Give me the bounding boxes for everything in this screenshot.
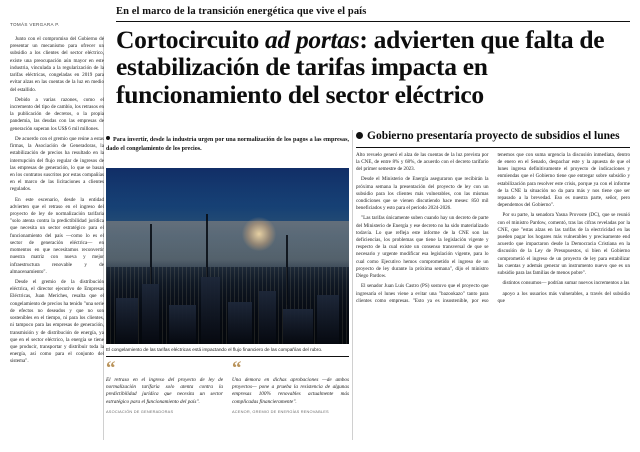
- intro-lede: [106, 136, 349, 153]
- photo-building: [259, 291, 276, 344]
- page-title: [116, 26, 640, 109]
- sidebar-paragraph: Alto revuelo generó el alza de las cuentas de la luz prevista por la CNE, de entre 8% y 68%, de acuerdo con el decreto tarifario del primer semestre de 2023.: [356, 151, 489, 173]
- quote-mark-icon: “: [232, 358, 242, 379]
- headline-part2: : advierten que falta de estabilización de tarifas impacta en funcionamiento del sector eléctrico: [116, 24, 605, 109]
- photo-caption: El congelamiento de las tarifas eléctricas está impactando el flujo financiero de las compañías del rubro.: [106, 344, 349, 357]
- photo-building: [116, 298, 138, 344]
- pull-quote: [232, 358, 349, 415]
- sidebar-paragraph: "Las tarifas únicamente suben cuando hay un decreto de parte del Ministerio de Energía y ese decreto no ha sido materializado todavía. Lo que refleja este informe de la CNE son las deficiencias, los problemas que tiene la legislación vigente y respecto de la cual existe un consenso transversal de que se necesario y urgente modificar esa legislación vigente, para lo cual como Ejecutivo hemos comprometido el ingreso de un proyecto de ley durante la próxima semana", dijo el ministro Diego Pardow.: [356, 215, 489, 280]
- photo-building: [317, 295, 339, 344]
- quote-text: El retraso en el ingreso del proyecto de ley de normalización tarifaria solo atenta contra la predictibilidad jurídica que necesita un sector estratégico para el funcionamiento del país".: [106, 376, 223, 405]
- quote-author: ACENOR, GREMIO DE ENERGÍAS RENOVABLES: [232, 409, 329, 415]
- sidebar-article: [356, 130, 630, 452]
- intro-text: Para invertir, desde la industria urgen por una normalización de los pagos a las empresas, dado el congelamiento de los precios.: [106, 137, 349, 152]
- photo-building: [142, 284, 159, 344]
- bullet-icon: [356, 132, 363, 139]
- bullet-icon: [106, 136, 110, 140]
- sidebar-heading-text: Gobierno presentaría proyecto de subsidios el lunes: [367, 130, 620, 142]
- quote-text: Una demora en dichas aprobaciones —de ambos proyectos— pone a prueba la resistencia de algunas empresas 100% renovables actualmente más complicadas financieramente".: [232, 376, 349, 405]
- city-photo: [106, 168, 349, 344]
- left-paragraph: En este escenario, desde la entidad advierten que el retraso en el ingreso del proyecto de ley de normalización tarifaria "solo atenta contra la predictibilidad jurídica que necesita un sector estratégico para el funcionamiento del país —como lo es el sector de generación eléctrica— en momentos en que necesitamos reconvertir nuestra matriz con nueva y mejor infraestructura renovable y de almacenamiento".: [10, 196, 104, 275]
- article-photo-block: [106, 168, 349, 357]
- photo-building: [283, 309, 312, 344]
- photo-building: [228, 302, 252, 344]
- kicker-text: En el marco de la transición energética que vive el país: [116, 6, 367, 17]
- photo-building: [201, 277, 220, 344]
- sidebar-columns: [356, 152, 630, 452]
- left-paragraph: Desde el gremio de la distribución eléctrica, el director ejecutivo de Empresas Eléctricas, Juan Meriches, resalta que el congelamiento de precios ha tenido "una serie de efectos no deseados y que no son sostenibles en el tiempo, ni para los clientes, ni tampoco para las empresas de generación, transmisión y de distribución de energía, ya que en el sector eléctrico, la energía se tiene que producir, transportar y distribuir toda la energía, así como para el conjunto del sistema".: [10, 279, 104, 365]
- pull-quote: [106, 358, 223, 415]
- headline-italic: ad portas: [265, 24, 360, 54]
- quote-author: ASOCIACIÓN DE GENERADORAS: [106, 409, 174, 415]
- left-paragraph: Debido a varias razones, como el incremento del tipo de cambio, los retrasos en la publicación de decretos, o la propia pandemia, las deudas con las empresas de generación superan los US$ 6 mil millones.: [10, 96, 104, 132]
- headline-part1: Cortocircuito: [116, 24, 265, 54]
- kicker-row: [116, 6, 630, 22]
- sidebar-heading: [356, 130, 630, 148]
- sidebar-paragraph: Por su parte, la senadora Yasna Provoste (DC), que se reunió con el ministro Pardow, comentó, tras las cifras reveladas por la CNE, que "estas alzas en las tarifas de la electricidad en las pueden pagar los hogares más vulnerables y precisamente end acuerdo que impactaron desde la Democracia Cristiana en la discusión de la Ley de Presupuestos, si bien el Gobierno comprometió el ingreso de un proyecto de ley para estabilizar las cuentas y además generar un instrumento nuevo que es un subsidio para las familias de menos pobre".: [497, 212, 630, 277]
- left-paragraph: De acuerdo con el gremio que reúne a estas firmas, la Asociación de Generadoras, la estabilización de precios ha resultado en la interrupción del flujo regular de ingresos de las empresas de generación, lo que se basan en los contratos suscritos por estas compañías en el marco de las licitaciones a clientes regulados.: [10, 135, 104, 193]
- sidebar-paragraph: Desde el Ministerio de Energía aseguraron que recibirán la próxima semana la presentación del proyecto de ley con un subsidio para los clientes más vulnerables, con las mismas condiciones que se vienen discutiendo hace meses: 850 mil beneficiados y esto para el periodo 2024-2026.: [356, 176, 489, 212]
- sidebar-paragraph: apoyo a los usuarios más vulnerables, a través del subsidio que: [497, 290, 630, 304]
- left-column: [10, 36, 104, 369]
- sidebar-paragraph: El senador Juan Luis Castro (PS) sostuvo que el proyecto que ingresaría el lunes viene a evitar una "bazookazo" tanto para clientes como empresas. "Esto ya es insostenible, por eso tenemos que con suma urgencia la discusión inmediata, dentro de enero en el Senado, despachar este y la apuesta de que el lunes ingresa definitivamente el proyecto de indicaciones y enmiendas que el Gobierno tiene que entregar sobre subsidio y estabilización para resolver este crisis, porque ya con el informe de la CNE la situación no da para más y nos tiene que ser repasado a la brevedad. Eso es nuestra parte, señor, pero dependemos del Gobierno".: [356, 151, 630, 304]
- pull-quotes: [106, 358, 349, 415]
- sidebar-paragraph: distintos consumos— podrían sumar nuevos incrementos a las: [502, 280, 630, 287]
- photo-building: [169, 305, 196, 344]
- left-paragraph: Junto con el compromiso del Gobierno de presentar un mecanismo para ofrecer un subsidio a los clientes del sector eléctrico, existe una preocupación aún mayor en este industria, vinculada a la regularización de la tarifas eléctricas, congeladas en 2019 para evitar alzas en las cuentas de la luz en medio del estallido.: [10, 36, 104, 93]
- quote-mark-icon: “: [106, 358, 116, 379]
- byline: TOMÁS VERGARA P.: [10, 22, 60, 27]
- photo-sky-glow: [106, 221, 349, 267]
- vertical-divider-right: [352, 130, 353, 440]
